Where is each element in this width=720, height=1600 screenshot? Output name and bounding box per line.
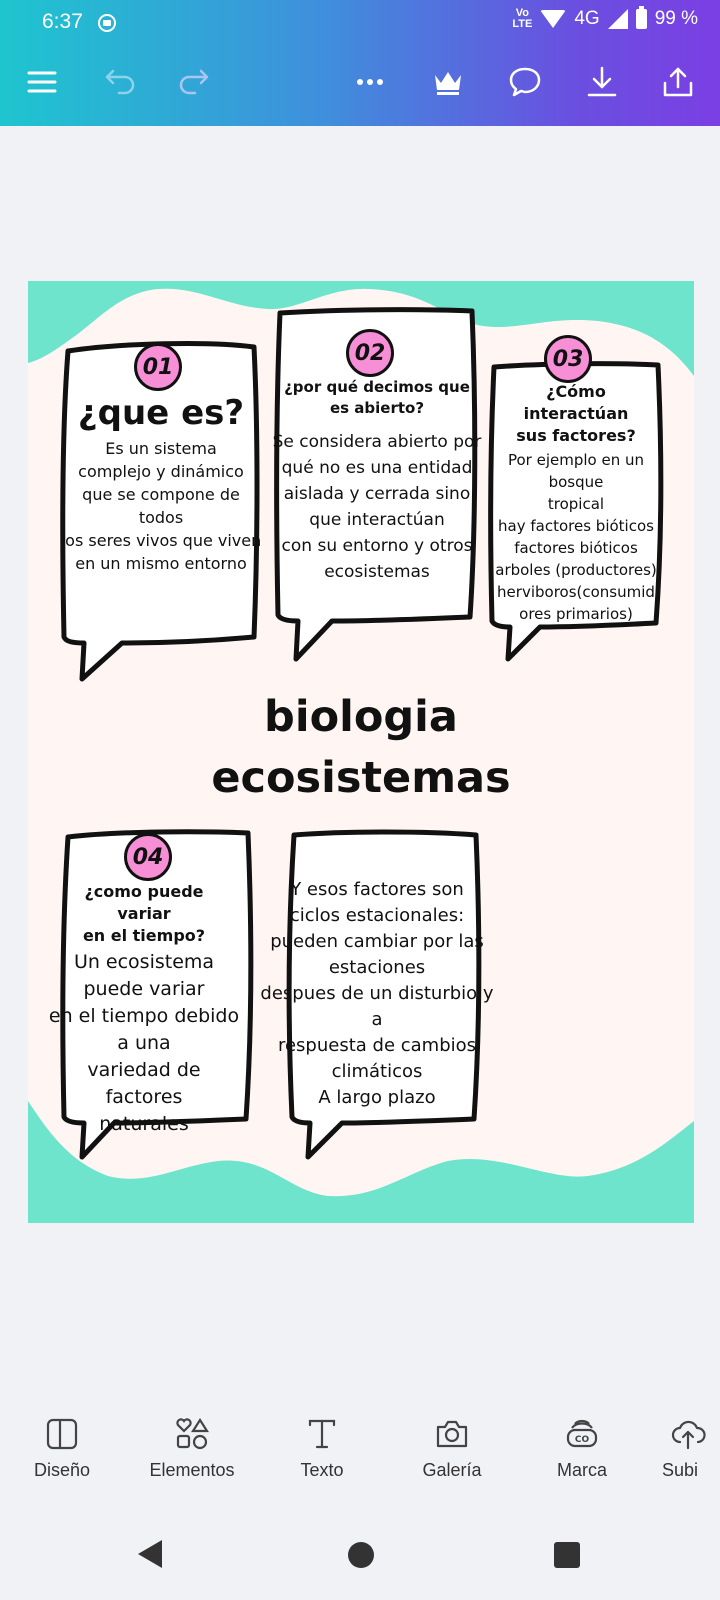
status-time: 6:37 (42, 10, 83, 33)
redo-icon (177, 65, 211, 99)
wifi-icon (540, 10, 566, 28)
premium-button[interactable] (426, 62, 470, 102)
bubble-3-body: Por ejemplo en un bosque tropical hay factores bióticos factores bióticos arboles (productores) herviboros(consumid ores primarios) (495, 451, 657, 623)
comment-icon (508, 65, 542, 99)
undo-icon (103, 65, 137, 99)
system-nav-bar (0, 1516, 720, 1600)
brand-icon (564, 1416, 600, 1452)
bubble-2-text (268, 377, 486, 585)
shapes-icon (174, 1416, 210, 1452)
bubble-1-text (60, 393, 262, 575)
recent-apps-icon[interactable] (554, 1542, 580, 1568)
comment-button[interactable] (503, 62, 547, 102)
tool-texto[interactable]: Texto (262, 1416, 382, 1481)
redo-button[interactable] (172, 62, 216, 102)
speech-bubble-4[interactable] (48, 829, 256, 1163)
home-icon[interactable] (348, 1542, 374, 1568)
volte-label: Vo LTE (512, 7, 533, 30)
download-icon (585, 65, 619, 99)
top-bar (0, 0, 720, 126)
bubble-1-body: Es un sistema complejo y dinámico que se compone de todos los seres vivos que viven en un mismo entorno (60, 439, 262, 573)
crown-icon (431, 65, 465, 99)
speech-bubble-3[interactable] (488, 346, 664, 661)
speech-bubble-2[interactable] (274, 307, 480, 667)
speech-bubble-1[interactable] (60, 339, 262, 689)
speech-bubble-5[interactable] (260, 829, 494, 1163)
more-button[interactable] (348, 62, 392, 102)
text-icon (304, 1416, 340, 1452)
svg-text:CO: CO (574, 1435, 590, 1445)
number-badge: 01 (134, 343, 182, 391)
tool-elementos[interactable]: Elementos (132, 1416, 252, 1481)
more-icon (353, 65, 387, 99)
number-badge: 03 (544, 335, 592, 383)
bubble-5-body: Y esos factores son ciclos estacionales: pueden cambiar por las estaciones despues de un disturbio y a respuesta de cambios climáticos A largo plazo (260, 879, 494, 1108)
tool-diseno[interactable]: Diseño (2, 1416, 122, 1481)
back-icon[interactable] (138, 1540, 162, 1568)
layout-icon (44, 1416, 80, 1452)
undo-button[interactable] (98, 62, 142, 102)
status-indicators (512, 8, 698, 30)
design-page[interactable] (28, 281, 694, 1223)
bubble-4-body: Un ecosistema puede variar en el tiempo debido a una variedad de factores naturales (48, 951, 240, 1135)
battery-icon (636, 9, 647, 29)
bubble-4-question: ¿como puede variar en el tiempo? (82, 882, 206, 945)
main-title[interactable]: biologia ecosistemas (211, 692, 511, 803)
bubble-2-body: Se considera abierto por qué no es una entidad aislada y cerrada sino que interactúan con su entorno y otros ecosistemas (272, 432, 482, 582)
battery-label: 99 % (654, 8, 698, 29)
upload-icon (670, 1416, 706, 1452)
bubble-3-question: ¿Cómo interactúan sus factores? (516, 382, 636, 445)
bottom-toolbar (0, 1396, 720, 1516)
bubble-4-text (46, 881, 242, 1138)
bubble-1-question: ¿que es? (77, 393, 245, 433)
bubble-2-question: ¿por qué decimos que es abierto? (284, 378, 470, 417)
signal-icon (608, 9, 628, 29)
menu-icon (25, 65, 59, 99)
network-label: 4G (574, 8, 600, 29)
tool-galeria[interactable]: Galería (392, 1416, 512, 1481)
bubble-3-text (484, 381, 668, 625)
camera-icon (434, 1416, 470, 1452)
number-badge: 02 (346, 329, 394, 377)
menu-button[interactable] (20, 62, 64, 102)
number-badge: 04 (124, 833, 172, 881)
share-icon (661, 65, 695, 99)
tool-subir[interactable]: Subi (652, 1416, 720, 1481)
download-button[interactable] (580, 62, 624, 102)
notification-icon (98, 14, 116, 32)
bubble-5-text (256, 877, 498, 1111)
tool-marca[interactable]: CO Marca (522, 1416, 642, 1481)
share-button[interactable] (656, 62, 700, 102)
